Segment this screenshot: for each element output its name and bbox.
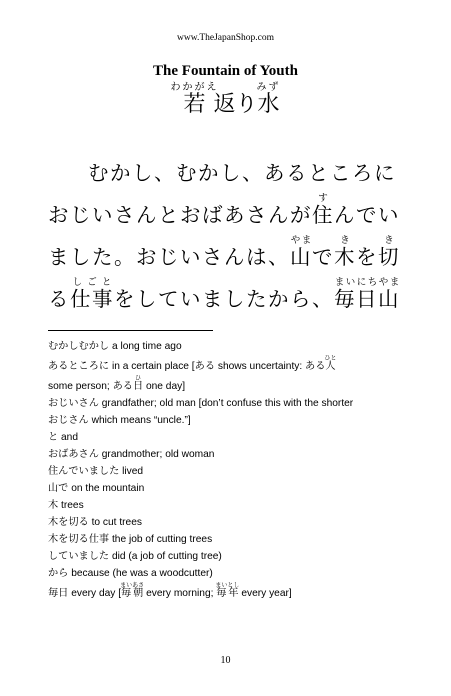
ruby-word: [290, 235, 312, 269]
story-title-english: The Fountain of Youth: [153, 63, 298, 79]
ruby-word: [132, 375, 144, 392]
furigana: す: [312, 193, 334, 204]
text-segment: ある: [112, 381, 133, 392]
glossary-entry: [48, 565, 428, 582]
glossary-entry: [48, 412, 428, 429]
text-segment: を: [356, 245, 378, 269]
vocabulary-glossary: [48, 338, 428, 602]
text-segment: which means “uncle.”]: [88, 415, 191, 426]
ruby-base: 人: [324, 361, 337, 372]
text-segment: る: [48, 287, 70, 311]
text-segment: grandmother; old woman: [98, 449, 215, 460]
text-segment: in a certain place [: [109, 361, 195, 372]
text-segment: 木: [48, 500, 59, 511]
furigana: ひと: [324, 355, 337, 362]
ruby-base: 山: [290, 245, 312, 269]
ruby-word: [256, 82, 281, 117]
text-segment: did (a job of cutting tree): [109, 551, 222, 562]
glossary-entry: [48, 480, 428, 497]
text-segment: おばあさん: [48, 449, 99, 460]
site-url: www.TheJapanShop.com: [176, 33, 274, 43]
text-segment: on the mountain: [68, 483, 145, 494]
ruby-word: [170, 82, 219, 117]
page-number: 10: [220, 655, 231, 666]
text-segment: から: [48, 568, 69, 579]
glossary-entry: [48, 514, 428, 531]
ruby-word: [334, 235, 356, 269]
text-segment: one day]: [143, 381, 186, 392]
text-segment: あるところに: [48, 361, 110, 372]
text-segment: していました: [48, 551, 110, 562]
glossary-entry: [48, 338, 428, 355]
text-segment: because (he was a woodcutter): [68, 568, 213, 579]
furigana: まいあさ: [120, 582, 145, 589]
glossary-entry: [48, 355, 428, 375]
ruby-base: 木: [334, 245, 356, 269]
text-segment: ある: [194, 361, 216, 372]
ruby-word: [334, 277, 400, 311]
ruby-base: 毎朝: [120, 588, 145, 599]
story-title-japanese: [0, 82, 451, 116]
text-segment: と: [48, 432, 59, 443]
furigana: ひ: [132, 375, 144, 382]
ruby-base: 住: [312, 203, 334, 227]
text-segment: 住んでいました: [48, 466, 120, 477]
glossary-entry: [48, 375, 428, 395]
text-segment: some person;: [48, 381, 113, 392]
glossary-entry: [48, 548, 428, 565]
ruby-base: 毎年: [215, 588, 240, 599]
text-segment: で: [312, 245, 334, 269]
text-segment: おじさん: [48, 415, 89, 426]
furigana: わかがえ: [170, 82, 219, 93]
text-segment: おじいさんとおばあさんが: [48, 203, 312, 227]
ruby-word: [312, 193, 334, 227]
furigana: き: [378, 235, 400, 246]
ruby-base: 水: [256, 92, 281, 117]
ruby-base: 若: [170, 92, 219, 117]
ruby-word: [120, 582, 145, 599]
ruby-word: [215, 582, 240, 599]
story-text: [48, 152, 408, 320]
glossary-entry: [48, 429, 428, 446]
text-segment: 木を切る仕事: [48, 534, 110, 545]
ruby-word: [378, 235, 400, 269]
ruby-base: 毎日山: [334, 287, 400, 311]
text-segment: every day [: [68, 588, 122, 599]
glossary-entry: [48, 497, 428, 514]
text-segment: the job of cutting trees: [109, 534, 213, 545]
glossary-entry: [48, 582, 428, 602]
text-segment: むかしむかし: [48, 341, 110, 352]
text-segment: ました。おじいさんは、: [48, 245, 290, 269]
glossary-entry: [48, 531, 428, 548]
text-segment: every year]: [238, 588, 292, 599]
furigana: みず: [256, 82, 281, 93]
text-segment: and: [58, 432, 79, 443]
text-segment: to cut trees: [88, 517, 142, 528]
ruby-base: 仕事: [70, 287, 114, 311]
ruby-base: 日: [132, 381, 144, 392]
furigana: き: [334, 235, 356, 246]
glossary-entry: [48, 446, 428, 463]
text-segment: trees: [58, 500, 84, 511]
glossary-entry: [48, 395, 428, 412]
text-segment: a long time ago: [109, 341, 182, 352]
text-segment: むかし、むかし、あるところに: [88, 161, 396, 185]
text-segment: ある: [305, 361, 326, 372]
text-segment: をしていましたから、: [114, 287, 334, 311]
furigana: まいとし: [215, 582, 240, 589]
furigana: しごと: [70, 277, 114, 288]
furigana: やま: [290, 235, 312, 246]
ruby-base: 切: [378, 245, 400, 269]
text-segment: grandfather; old man [don’t confuse this with the shorter: [98, 398, 354, 409]
glossary-entry: [48, 463, 428, 480]
text-segment: lived: [119, 466, 144, 477]
text-segment: 返り: [213, 92, 258, 117]
footnote-divider: [48, 330, 213, 331]
text-segment: 木を切る: [48, 517, 89, 528]
furigana: まいにちやま: [334, 277, 400, 288]
text-segment: 山で: [48, 483, 69, 494]
ruby-word: [324, 355, 337, 372]
ruby-word: [70, 277, 114, 311]
text-segment: 毎日: [48, 588, 69, 599]
text-segment: んでい: [334, 203, 400, 227]
text-segment: おじいさん: [48, 398, 99, 409]
text-segment: every morning;: [143, 588, 217, 599]
text-segment: shows uncertainty:: [215, 361, 306, 372]
